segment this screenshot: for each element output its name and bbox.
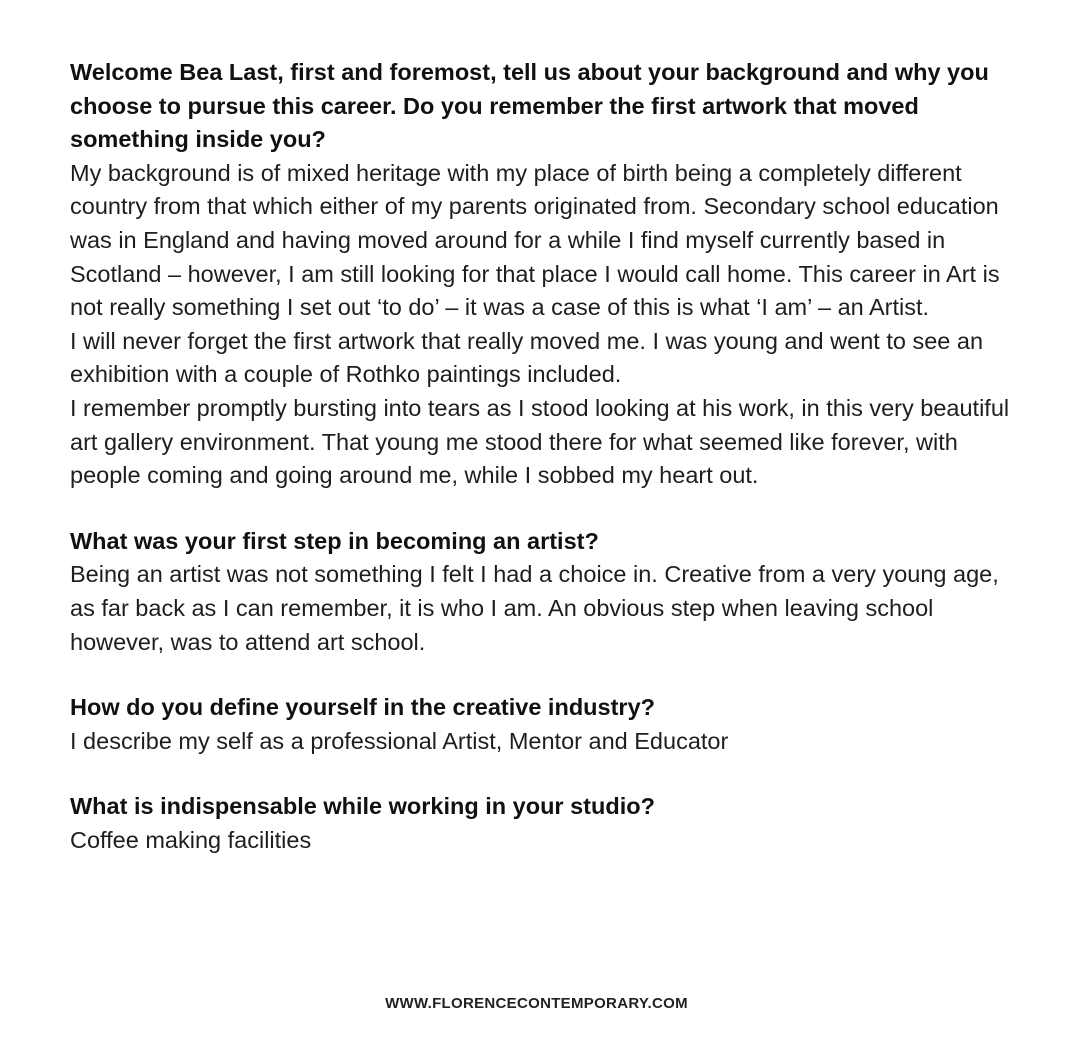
qa-block-first-step	[70, 525, 1030, 659]
qa-block-background	[70, 56, 1030, 493]
question-heading: Welcome Bea Last, first and foremost, tell us about your background and why you choose to pursue this career. Do you remember the first artwork that moved something inside you?	[70, 59, 989, 153]
interview-content	[70, 56, 1030, 889]
answer-text: Being an artist was not something I felt I had a choice in. Creative from a very young age, as far back as I can remember, it is who I am. An obvious step when leaving school however, was to attend art school.	[70, 561, 999, 655]
answer-text: My background is of mixed heritage with my place of birth being a completely different country from that which either of my parents originated from. Secondary school education was in England and having moved around for a while I find myself currently based in Scotland – however, I am still looking for that place I would call home. This career in Art is not really something I set out ‘to do’ – it was a case of this is what ‘I am’ – an Artist. I will never forget the first artwork that really moved me. I was young and went to see an exhibition with a couple of Rothko paintings included. I remember promptly bursting into tears as I stood looking at his work, in this very beautiful art gallery environment. That young me stood there for what seemed like forever, with people coming and going around me, while I sobbed my heart out.	[70, 159, 1010, 489]
qa-block-studio	[70, 790, 1030, 857]
footer-website-url: WWW.FLORENCECONTEMPORARY.COM	[385, 995, 688, 1012]
question-heading: What is indispensable while working in your studio?	[70, 793, 655, 820]
answer-text: Coffee making facilities	[70, 826, 312, 853]
question-heading: How do you define yourself in the creative industry?	[70, 694, 655, 721]
answer-text: I describe my self as a professional Artist, Mentor and Educator	[70, 727, 729, 754]
qa-block-define-yourself	[70, 691, 1030, 758]
question-heading: What was your first step in becoming an artist?	[70, 527, 599, 554]
